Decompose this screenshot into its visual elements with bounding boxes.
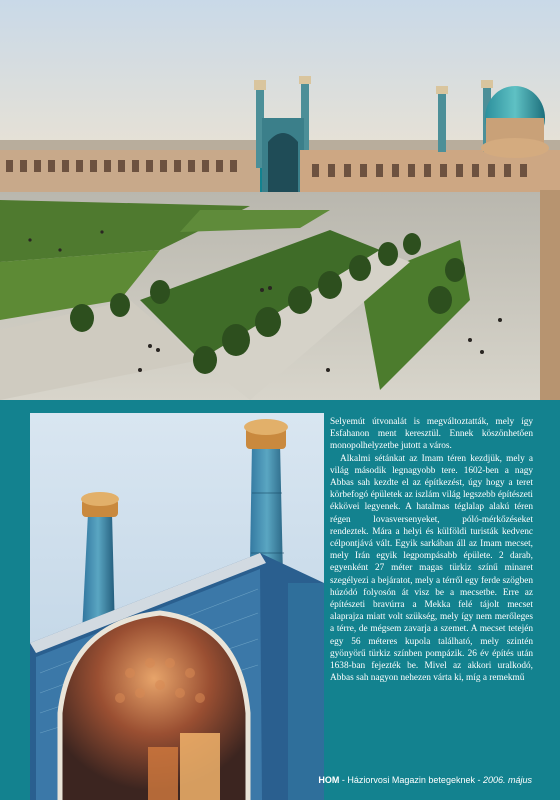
article-paragraph: Alkalmi sétánkat az Imam téren kezdjük, mely a világ második legnagyobb tere. 1602-ben a nagy Abbas sah kezdte el az építkezést, úgy hogy a teret körbefogó épületek az iszlám világ legszebb építészeti ékkövei legyenek. A hatalmas téglalap alakú téren régen lovasversenyeket, póló-mérkőzéseket rendeztek. Mára a helyi és külföldi turisták kedvenc célpontjává vált. Egyik sarkában áll az Imam mecset, mely Irán egyik legpompásabb épülete. 2 darab, egyenként 27 méter magas türkiz színű minaret szegélyezi a bejáratot, mely a térről egy ferde szögben húzódó folyosón át visz be a mecsetbe. Erre az építészeti bravúrra a Mekka felé tájolt mecset alaprajza miatt volt szükség, mely így nem merőleges a térre, de mégsem zavarja a szemet. A mecset tetején egy 56 méteres kupola található, mely szintén gyönyörű türkiz színben pompázik. 26 év építés után 1638-ban fejezték be. Mivel az akkori uralkodó, Abbas sah nagyon nehezen várta ki, míg a remekmű bbox=[330, 453, 533, 684]
imam-mosque-portal-photo bbox=[30, 413, 324, 800]
article-paragraph: Selyemút útvonalát is megváltoztatták, mely így Esfahanon ment keresztül. Ennek köszönhetően monopolhelyzetbe jutott a város. bbox=[330, 417, 533, 452]
article-text bbox=[330, 416, 533, 772]
page-footer bbox=[300, 775, 532, 785]
magazine-name: HOM bbox=[318, 775, 340, 785]
footer-separator: - bbox=[339, 775, 348, 785]
magazine-subtitle: Háziorvosi Magazin betegeknek bbox=[347, 775, 475, 785]
issue-date: 2006. május bbox=[482, 775, 532, 785]
footer-separator: - bbox=[474, 775, 483, 785]
